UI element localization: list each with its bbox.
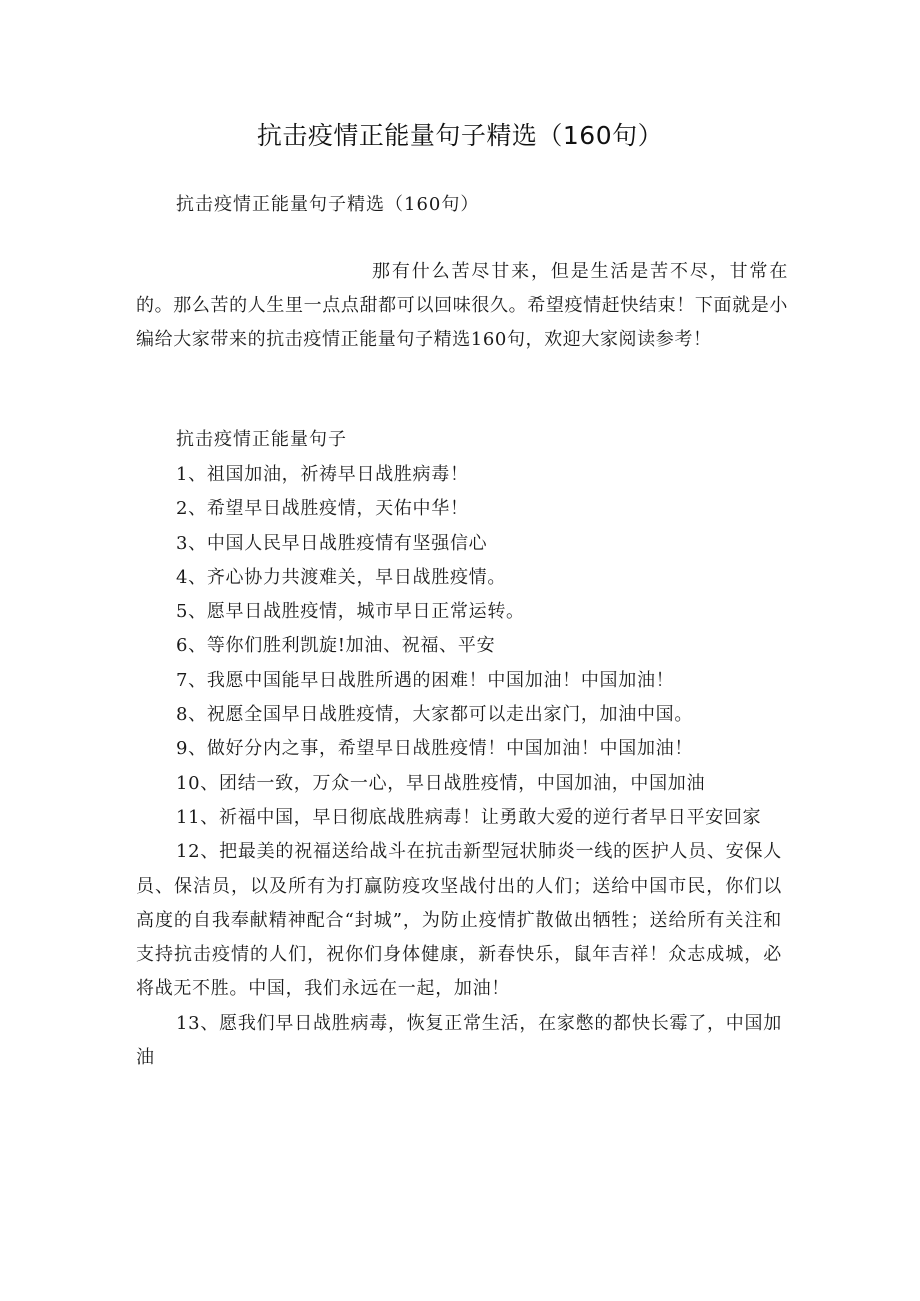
quote-item: 10、团结一致，万众一心，早日战胜疫情，中国加油，中国加油 bbox=[176, 772, 706, 794]
document-title: 抗击疫情正能量句子精选（160句） bbox=[256, 121, 664, 150]
quote-item: 7、我愿中国能早日战胜所遇的困难！中国加油！中国加油！ bbox=[176, 669, 675, 691]
quote-item: 3、中国人民早日战胜疫情有坚强信心 bbox=[176, 532, 488, 554]
quote-item: 9、做好分内之事，希望早日战胜疫情！中国加油！中国加油！ bbox=[176, 738, 694, 760]
quote-item: 11、祈福中国，早日彻底战胜病毒！让勇敢大爱的逆行者早日平安回家 bbox=[176, 806, 762, 828]
quote-item: 1、祖国加油，祈祷早日战胜病毒！ bbox=[176, 464, 469, 485]
quote-item: 2、希望早日战胜疫情，天佑中华！ bbox=[176, 498, 469, 520]
quote-item: 13、愿我们早日战胜病毒，恢复正常生活，在家憋的都快长霉了，中国加油 bbox=[136, 1012, 782, 1069]
section-heading: 抗击疫情正能量句子 bbox=[176, 429, 347, 450]
intro-paragraph: 那有什么苦尽甘来，但是生活是苦不尽，甘常在的。那么苦的人生里一点点甜都可以回味很久。希望疫情赶快结束！下面就是小编给大家带来的抗击疫情正能量句子精选160句，欢迎大家阅读参考！ bbox=[136, 261, 788, 350]
quote-item: 12、把最美的祝福送给战斗在抗击新型冠状肺炎一线的医护人员、安保人员、保洁员，以及所有为打赢防疫攻坚战付出的人们；送给中国市民，你们以高度的自我奉献精神配合“封城”，为防止疫情扩散做出牺牲；送给所有关注和支持抗击疫情的人们，祝你们身体健康，新春快乐，鼠年吉祥！众志成城，必将战无不胜。中国，我们永远在一起，加油！ bbox=[136, 841, 782, 1000]
quote-item: 8、祝愿全国早日战胜疫情，大家都可以走出家门，加油中国。 bbox=[176, 704, 694, 726]
quote-list bbox=[136, 458, 782, 1075]
quote-item: 4、齐心协力共渡难关，早日战胜疫情。 bbox=[176, 566, 507, 588]
document-subtitle: 抗击疫情正能量句子精选（160句） bbox=[176, 194, 480, 215]
quote-item: 6、等你们胜利凯旋!加油、祝福、平安 bbox=[176, 635, 496, 657]
quote-item: 5、愿早日战胜疫情，城市早日正常运转。 bbox=[176, 601, 525, 623]
